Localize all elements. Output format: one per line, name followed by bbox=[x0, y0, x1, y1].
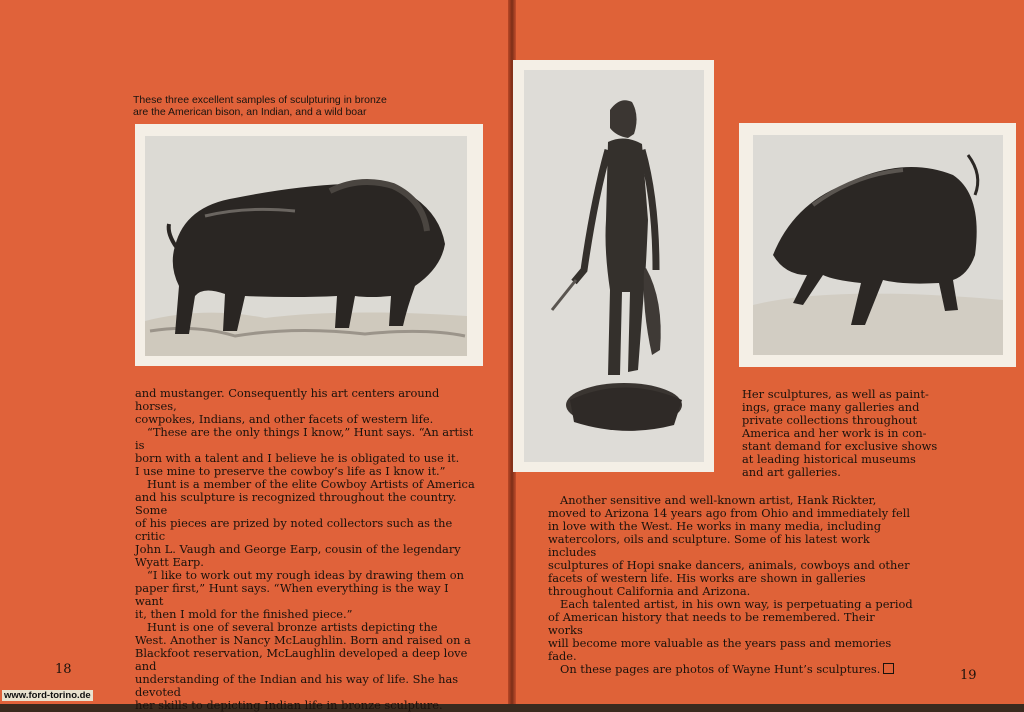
text-line: Wyatt Earp. bbox=[135, 555, 204, 569]
text-line: will become more valuable as the years pass and memories fade. bbox=[548, 636, 892, 663]
text-line: understanding of the Indian and his way of life. She has devoted bbox=[135, 672, 459, 699]
text-line: “These are the only things I know,” Hunt says. “An artist is bbox=[135, 425, 474, 452]
text-line: Her sculptures, as well as paint- bbox=[742, 387, 929, 401]
text-line: of American history that needs to be remembered. Their works bbox=[548, 610, 875, 637]
text-line: I use mine to preserve the cowboy’s life as I know it.” bbox=[135, 464, 446, 478]
text-line: of his pieces are prized by noted collectors such as the critic bbox=[135, 516, 453, 543]
text-line: and mustanger. Consequently his art centers around horses, bbox=[135, 386, 440, 413]
text-line: sculptures of Hopi snake dancers, animals, cowboys and other bbox=[548, 558, 910, 572]
bison-sculpture-photo bbox=[145, 136, 467, 356]
text-line: watercolors, oils and sculpture. Some of his latest work includes bbox=[548, 532, 870, 559]
text-line: “I like to work out my rough ideas by drawing them on bbox=[147, 568, 464, 582]
text-line: in love with the West. He works in many media, including bbox=[548, 519, 881, 533]
right-article-column bbox=[548, 494, 913, 676]
right-narrow-column bbox=[742, 388, 942, 479]
page-number-left: 18 bbox=[55, 662, 72, 677]
text-line: Blackfoot reservation, McLaughlin developed a deep love and bbox=[135, 646, 468, 673]
text-line: facets of western life. His works are shown in galleries bbox=[548, 571, 866, 585]
text-line: Hunt is a member of the elite Cowboy Artists of America bbox=[147, 477, 475, 491]
text-line: John L. Vaugh and George Earp, cousin of the legendary bbox=[135, 542, 461, 556]
text-line: it, then I mold for the finished piece.” bbox=[135, 607, 353, 621]
watermark-url: www.ford-torino.de bbox=[4, 690, 91, 701]
boar-sculpture-photo bbox=[753, 135, 1003, 355]
text-line: throughout California and Arizona. bbox=[548, 584, 751, 598]
text-line: private collections throughout bbox=[742, 413, 918, 427]
text-line: at leading historical museums bbox=[742, 452, 916, 466]
page-number-right: 19 bbox=[960, 668, 977, 683]
text-line: paper first,” Hunt says. “When everything is the way I want bbox=[135, 581, 449, 608]
text-line: and art galleries. bbox=[742, 465, 841, 479]
text-line: West. Another is Nancy McLaughlin. Born and raised on a bbox=[135, 633, 471, 647]
text-line: Another sensitive and well-known artist, Hank Rickter, bbox=[560, 493, 877, 507]
end-mark-icon bbox=[883, 663, 894, 674]
text-line: ings, grace many galleries and bbox=[742, 400, 920, 414]
text-line: and his sculpture is recognized throughout the country. Some bbox=[135, 490, 457, 517]
indian-sculpture-photo bbox=[524, 70, 704, 462]
text-line: America and her work is in con- bbox=[742, 426, 927, 440]
text-line: stant demand for exclusive shows bbox=[742, 439, 938, 453]
text-line: moved to Arizona 14 years ago from Ohio and immediately fell bbox=[548, 506, 911, 520]
text-line: her skills to depicting Indian life in bronze sculpture. bbox=[135, 698, 443, 712]
text-line: Each talented artist, in his own way, is perpetuating a period bbox=[560, 597, 913, 611]
closing-line: On these pages are photos of Wayne Hunt’s sculptures. bbox=[560, 662, 881, 676]
photo-caption: These three excellent samples of sculpturing in bronze are the American bison, an Indian, and a wild boar bbox=[133, 94, 387, 118]
left-article-column bbox=[135, 387, 480, 712]
text-line bbox=[548, 663, 913, 676]
text-line: born with a talent and I believe he is obligated to use it. bbox=[135, 451, 460, 465]
text-line: cowpokes, Indians, and other facets of western life. bbox=[135, 412, 434, 426]
text-line: Hunt is one of several bronze artists depicting the bbox=[147, 620, 438, 634]
